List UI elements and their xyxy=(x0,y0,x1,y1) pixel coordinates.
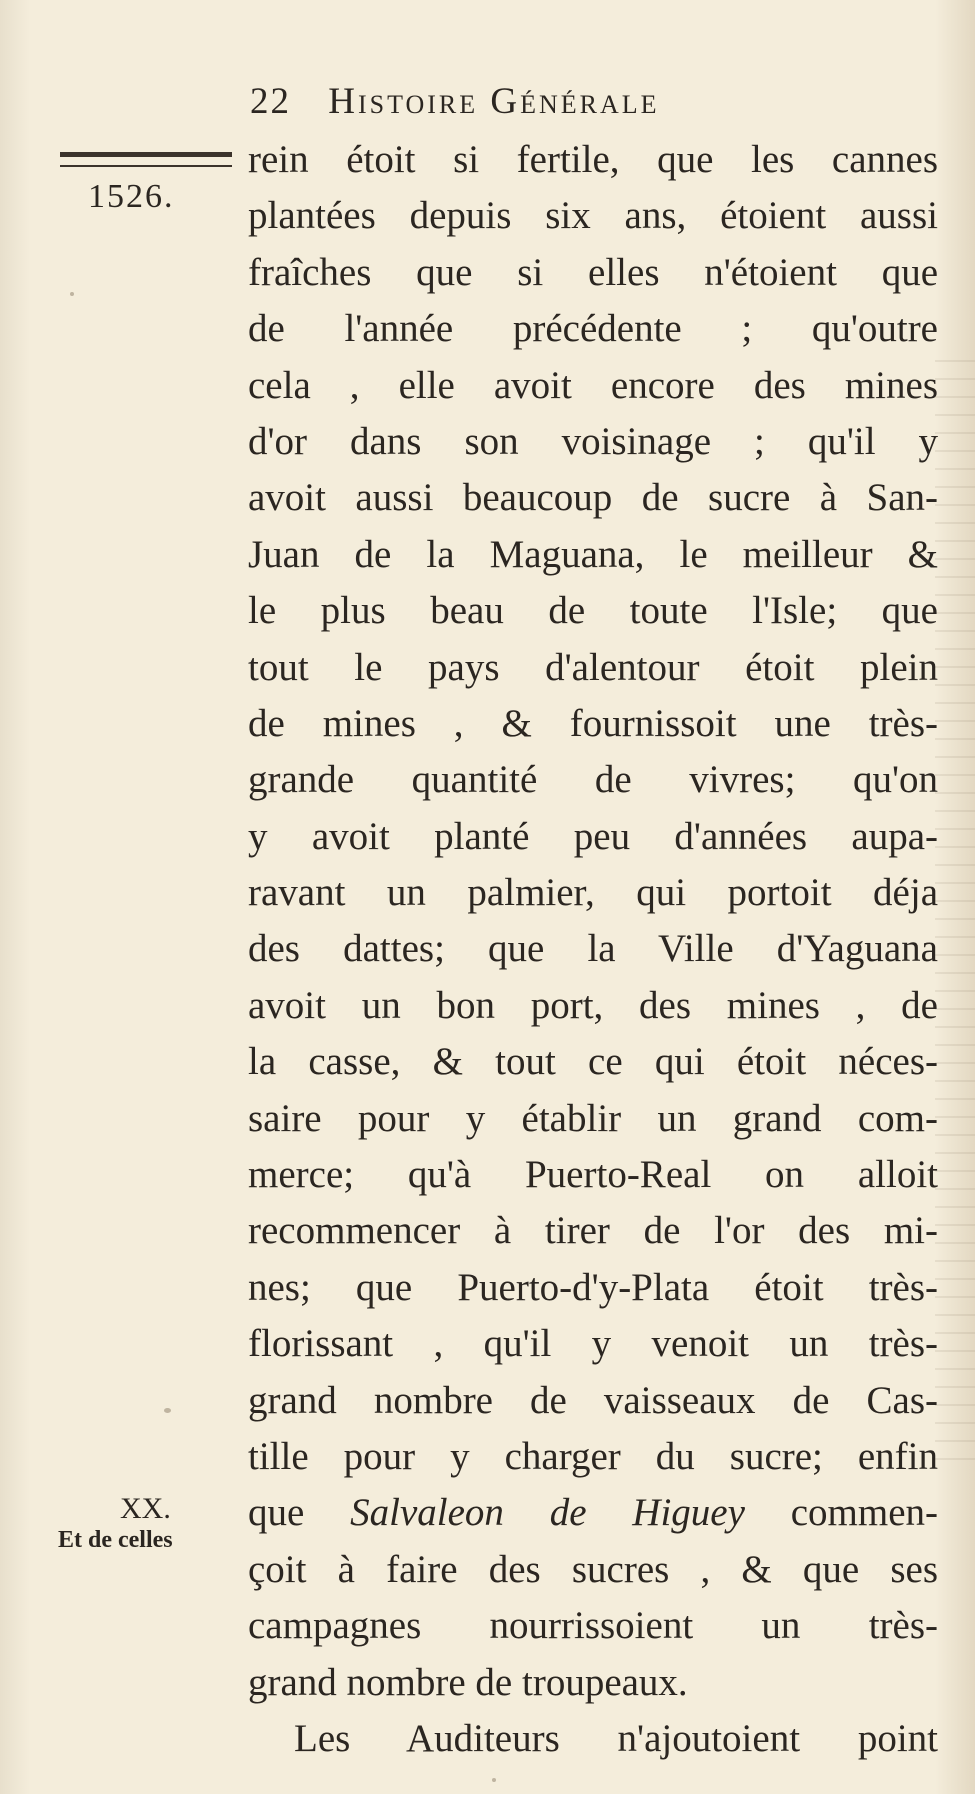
text-line: plantées depuis six ans, étoient aussi xyxy=(248,194,938,238)
text-line: avoit aussi beaucoup de sucre à San- xyxy=(248,476,938,520)
text-line: des dattes; que la Ville d'Yaguana xyxy=(248,927,938,971)
paper-speck xyxy=(164,1408,171,1413)
text-line: campagnes nourrissoient un très- xyxy=(248,1604,938,1648)
text-line: tille pour y charger du sucre; enfin xyxy=(248,1434,938,1478)
bleed-through-text xyxy=(935,360,975,1460)
text-line: cela , elle avoit encore des mines xyxy=(248,363,938,407)
paper-speck xyxy=(492,1778,496,1782)
text-line: saire pour y établir un grand com- xyxy=(248,1096,938,1140)
text-line: avoit un bon port, des mines , de xyxy=(248,983,938,1027)
text-line: nes; que Puerto-d'y-Plata étoit très- xyxy=(248,1265,938,1309)
text-line: tout le pays d'alentour étoit plein xyxy=(248,645,938,689)
text-line: ravant un palmier, qui portoit déja xyxy=(248,871,938,915)
text-line: grand nombre de vaisseaux de Cas- xyxy=(248,1378,938,1422)
text-line: le plus beau de toute l'Isle; que xyxy=(248,589,938,633)
text-line-with-italic xyxy=(248,1485,938,1541)
text-fragment: que xyxy=(248,1491,351,1535)
text-line: la casse, & tout ce qui étoit néces- xyxy=(248,1040,938,1084)
text-line: grand nombre de troupeaux. xyxy=(248,1660,688,1704)
text-line: y avoit planté peu d'années aupa- xyxy=(248,814,938,858)
text-line: florissant , qu'il y venoit un très- xyxy=(248,1322,938,1366)
text-line: fraîches que si elles n'étoient que xyxy=(248,250,938,294)
text-line: çoit à faire des sucres , & que ses xyxy=(248,1547,938,1591)
text-line: de mines , & fournissoit une très- xyxy=(248,701,938,745)
text-line: rein étoit si fertile, que les cannes xyxy=(248,138,938,181)
page-number: 22 xyxy=(250,81,291,122)
italic-place-name: Salvaleon de Higuey xyxy=(350,1491,745,1535)
margin-year: 1526. xyxy=(88,178,175,215)
text-line: d'or dans son voisinage ; qu'il y xyxy=(248,419,938,463)
paper-speck xyxy=(70,292,74,296)
text-fragment: commen- xyxy=(744,1491,938,1535)
margin-note: Et de celles xyxy=(58,1527,173,1553)
margin-rule-thin xyxy=(60,165,232,167)
text-line: de l'année précédente ; qu'outre xyxy=(248,307,938,351)
body-text xyxy=(248,132,938,1767)
margin-rule xyxy=(60,152,232,157)
text-line: merce; qu'à Puerto-Real on alloit xyxy=(248,1153,938,1197)
text-line: grande quantité de vivres; qu'on xyxy=(248,758,938,802)
running-head-title: Histoire Générale xyxy=(328,81,660,122)
paragraph-first-line: Les Auditeurs n'ajoutoient point xyxy=(294,1716,938,1760)
text-line: Juan de la Maguana, le meilleur & xyxy=(248,532,938,576)
margin-section-number: XX. xyxy=(120,1492,171,1525)
running-head xyxy=(250,80,890,123)
text-line: recommencer à tirer de l'or des mi- xyxy=(248,1209,938,1253)
